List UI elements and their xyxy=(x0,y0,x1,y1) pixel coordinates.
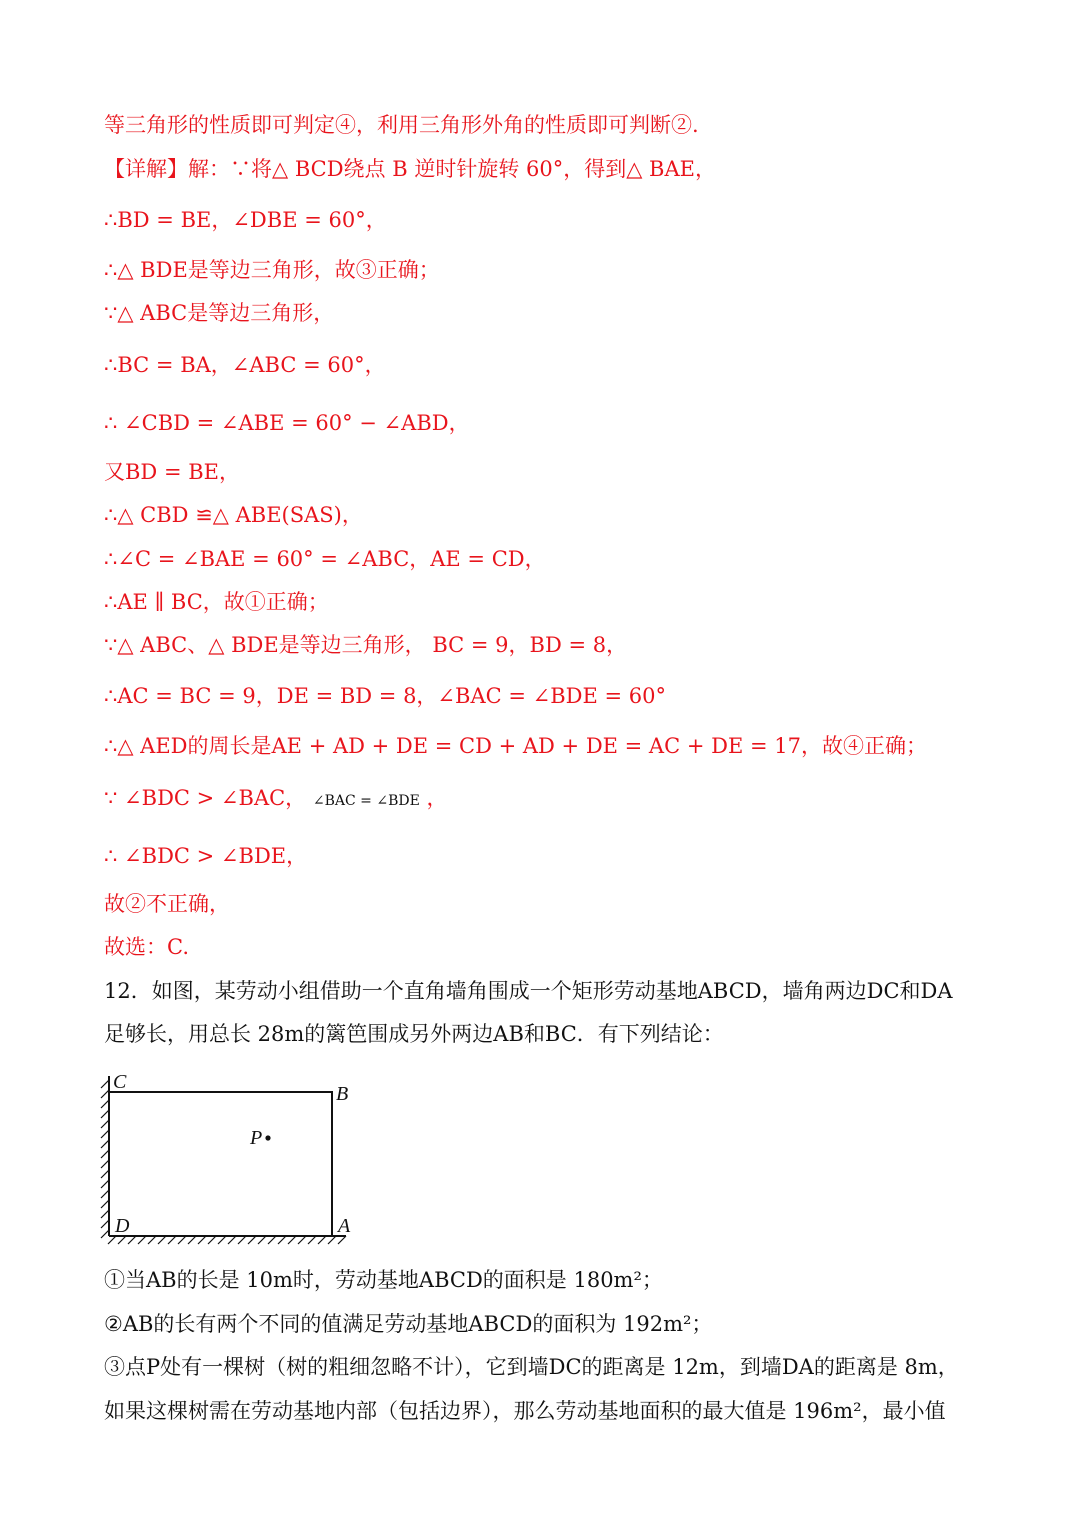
solution-line: ∴∠C = ∠BAE = 60° = ∠ABC，AE = CD， xyxy=(104,547,546,571)
solution-line: ∴BD = BE，∠DBE = 60°， xyxy=(104,208,387,232)
problem-stem-line: 12．如图，某劳动小组借助一个直角墙角围成一个矩形劳动基地ABCD，墙角两边DC和DA xyxy=(104,979,953,1003)
solution-line: ∵△ ABC是等边三角形， xyxy=(104,301,335,325)
solution-line: ∴ ∠BDC > ∠BDE， xyxy=(104,844,308,868)
inline-note: ∠BAC = ∠BDE xyxy=(312,793,420,809)
statement-line: 如果这棵树需在劳动基地内部（包括边界），那么劳动基地面积的最大值是 196m²，最小值 xyxy=(104,1399,946,1423)
solution-line: ∴△ AED的周长是AE + AD + DE = CD + AD + DE = AC + DE = 17，故④正确； xyxy=(104,734,927,758)
rectangle-figure xyxy=(96,1066,356,1252)
solution-line: 故选：C. xyxy=(104,935,189,959)
solution-line: ∴AC = BC = 9，DE = BD = 8，∠BAC = ∠BDE = 60° xyxy=(104,684,666,708)
inline-note-suffix: ， xyxy=(426,786,448,810)
label-c: C xyxy=(113,1071,127,1093)
wall-dc-hatch xyxy=(101,1080,109,1238)
solution-line: ∴AE ∥ BC，故①正确； xyxy=(104,590,329,614)
label-b: B xyxy=(336,1083,349,1105)
solution-line xyxy=(104,784,448,815)
solution-line: ∴BC = BA，∠ABC = 60°， xyxy=(104,353,386,377)
point-p xyxy=(265,1135,270,1140)
solution-line: ∴△ CBD ≌△ ABE(SAS)， xyxy=(104,503,363,527)
problem-stem-line: 足够长，用总长 28m的篱笆围成另外两边AB和BC．有下列结论： xyxy=(104,1022,724,1046)
solution-text: ∵ ∠BDC > ∠BAC， xyxy=(104,786,307,810)
statement-line: ②AB的长有两个不同的值满足劳动基地ABCD的面积为 192m²； xyxy=(104,1312,713,1336)
solution-line: 又BD = BE， xyxy=(104,460,240,484)
label-a: A xyxy=(338,1215,351,1237)
wall-da-hatch xyxy=(108,1236,346,1244)
solution-line: ∴ ∠CBD = ∠ABE = 60° − ∠ABD， xyxy=(104,411,470,435)
fence-cba xyxy=(109,1092,332,1236)
solution-line: 等三角形的性质即可判定④，利用三角形外角的性质即可判断②. xyxy=(104,113,699,137)
solution-line: 故②不正确， xyxy=(104,892,230,916)
label-d: D xyxy=(115,1215,130,1237)
solution-line: 【详解】解：∵将△ BCD绕点 B 逆时针旋转 60°，得到△ BAE， xyxy=(104,157,716,181)
label-p: P xyxy=(250,1127,263,1149)
statement-line: ①当AB的长是 10m时，劳动基地ABCD的面积是 180m²； xyxy=(104,1268,663,1292)
solution-line: ∵△ ABC、△ BDE是等边三角形， BC = 9，BD = 8， xyxy=(104,633,628,657)
solution-line: ∴△ BDE是等边三角形，故③正确； xyxy=(104,258,440,282)
statement-line: ③点P处有一棵树（树的粗细忽略不计），它到墙DC的距离是 12m，到墙DA的距离是 8m， xyxy=(104,1355,959,1379)
rectangle-diagram xyxy=(96,1066,356,1252)
